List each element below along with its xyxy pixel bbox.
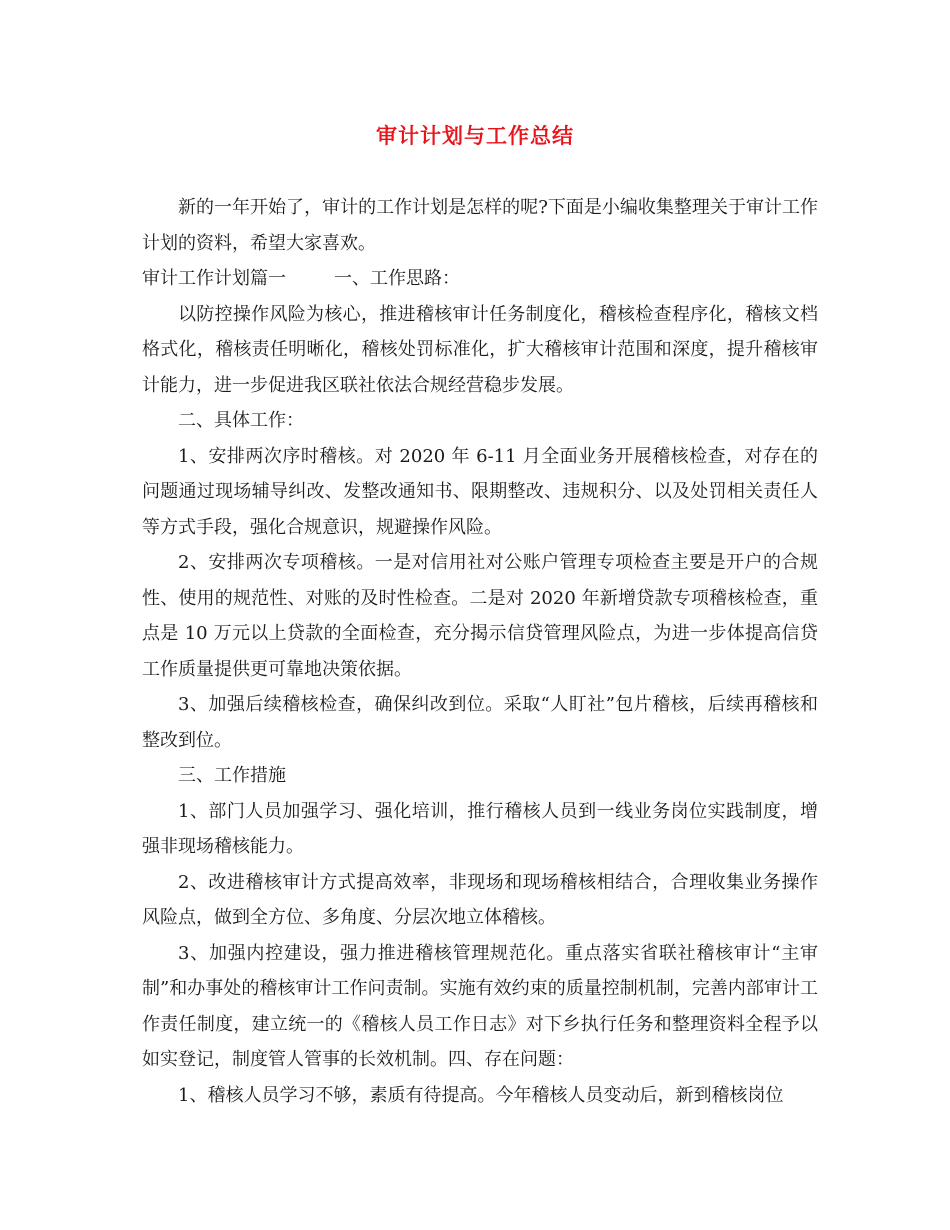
- paragraph-problem-1: 1、稽核人员学习不够，素质有待提高。今年稽核人员变动后，新到稽核岗位: [178, 1084, 784, 1106]
- paragraph-plan-heading: [142, 261, 818, 297]
- paragraph-work-2: 2、安排两次专项稽核。一是对信用社对公账户管理专项检查主要是开户的合规性、使用的规范性、对账的及时性检查。二是对 2020 年新增贷款专项稽核检查，重点是 10 万元以上贷款的全面检查，充分揭示信贷管理风险点，为进一步体提高信贷工作质量提供更可靠地决策依据。: [142, 552, 818, 680]
- paragraph-work-1: 1、安排两次序时稽核。对 2020 年 6-11 月全面业务开展稽核检查，对存在的问题通过现场辅导纠改、发整改通知书、限期整改、违规积分、以及处罚相关责任人等方式手段，强化合规意识，规避操作风险。: [142, 445, 818, 538]
- section-heading-specific-work: 二、具体工作：: [178, 410, 304, 431]
- document-title: 审计计划与工作总结: [376, 123, 574, 148]
- section-heading-thinking: 一、工作思路：: [334, 268, 460, 289]
- paragraph-measure-1: 1、部门人员加强学习、强化培训，推行稽核人员到一线业务岗位实践制度，增强非现场稽核能力。: [142, 800, 818, 857]
- paragraph-work-3: 3、加强后续稽核检查，确保纠改到位。采取“人盯社”包片稽核，后续再稽核和整改到位。: [142, 694, 818, 751]
- section-heading-measures: 三、工作措施: [178, 765, 286, 786]
- document-body: [142, 190, 818, 1113]
- plan-label: 审计工作计划篇一: [142, 268, 286, 289]
- paragraph-measure-2: 2、改进稽核审计方式提高效率，非现场和现场稽核相结合，合理收集业务操作风险点，做到全方位、多角度、分层次地立体稽核。: [142, 871, 818, 928]
- paragraph-measure-3: 3、加强内控建设，强力推进稽核管理规范化。重点落实省联社稽核审计“主审制”和办事处的稽核审计工作问责制。实施有效约束的质量控制机制，完善内部审计工作责任制度，建立统一的《稽核人员工作日志》对下乡执行任务和整理资料全程予以如实登记，制度管人管事的长效机制。四、存在问题：: [142, 942, 818, 1070]
- paragraph-intro: 新的一年开始了，审计的工作计划是怎样的呢?下面是小编收集整理关于审计工作计划的资料，希望大家喜欢。: [142, 197, 818, 254]
- paragraph-thinking: 以防控操作风险为核心，推进稽核审计任务制度化，稽核检查程序化，稽核文档格式化，稽核责任明晰化，稽核处罚标准化，扩大稽核审计范围和深度，提升稽核审计能力，进一步促进我区联社依法合规经营稳步发展。: [142, 303, 818, 396]
